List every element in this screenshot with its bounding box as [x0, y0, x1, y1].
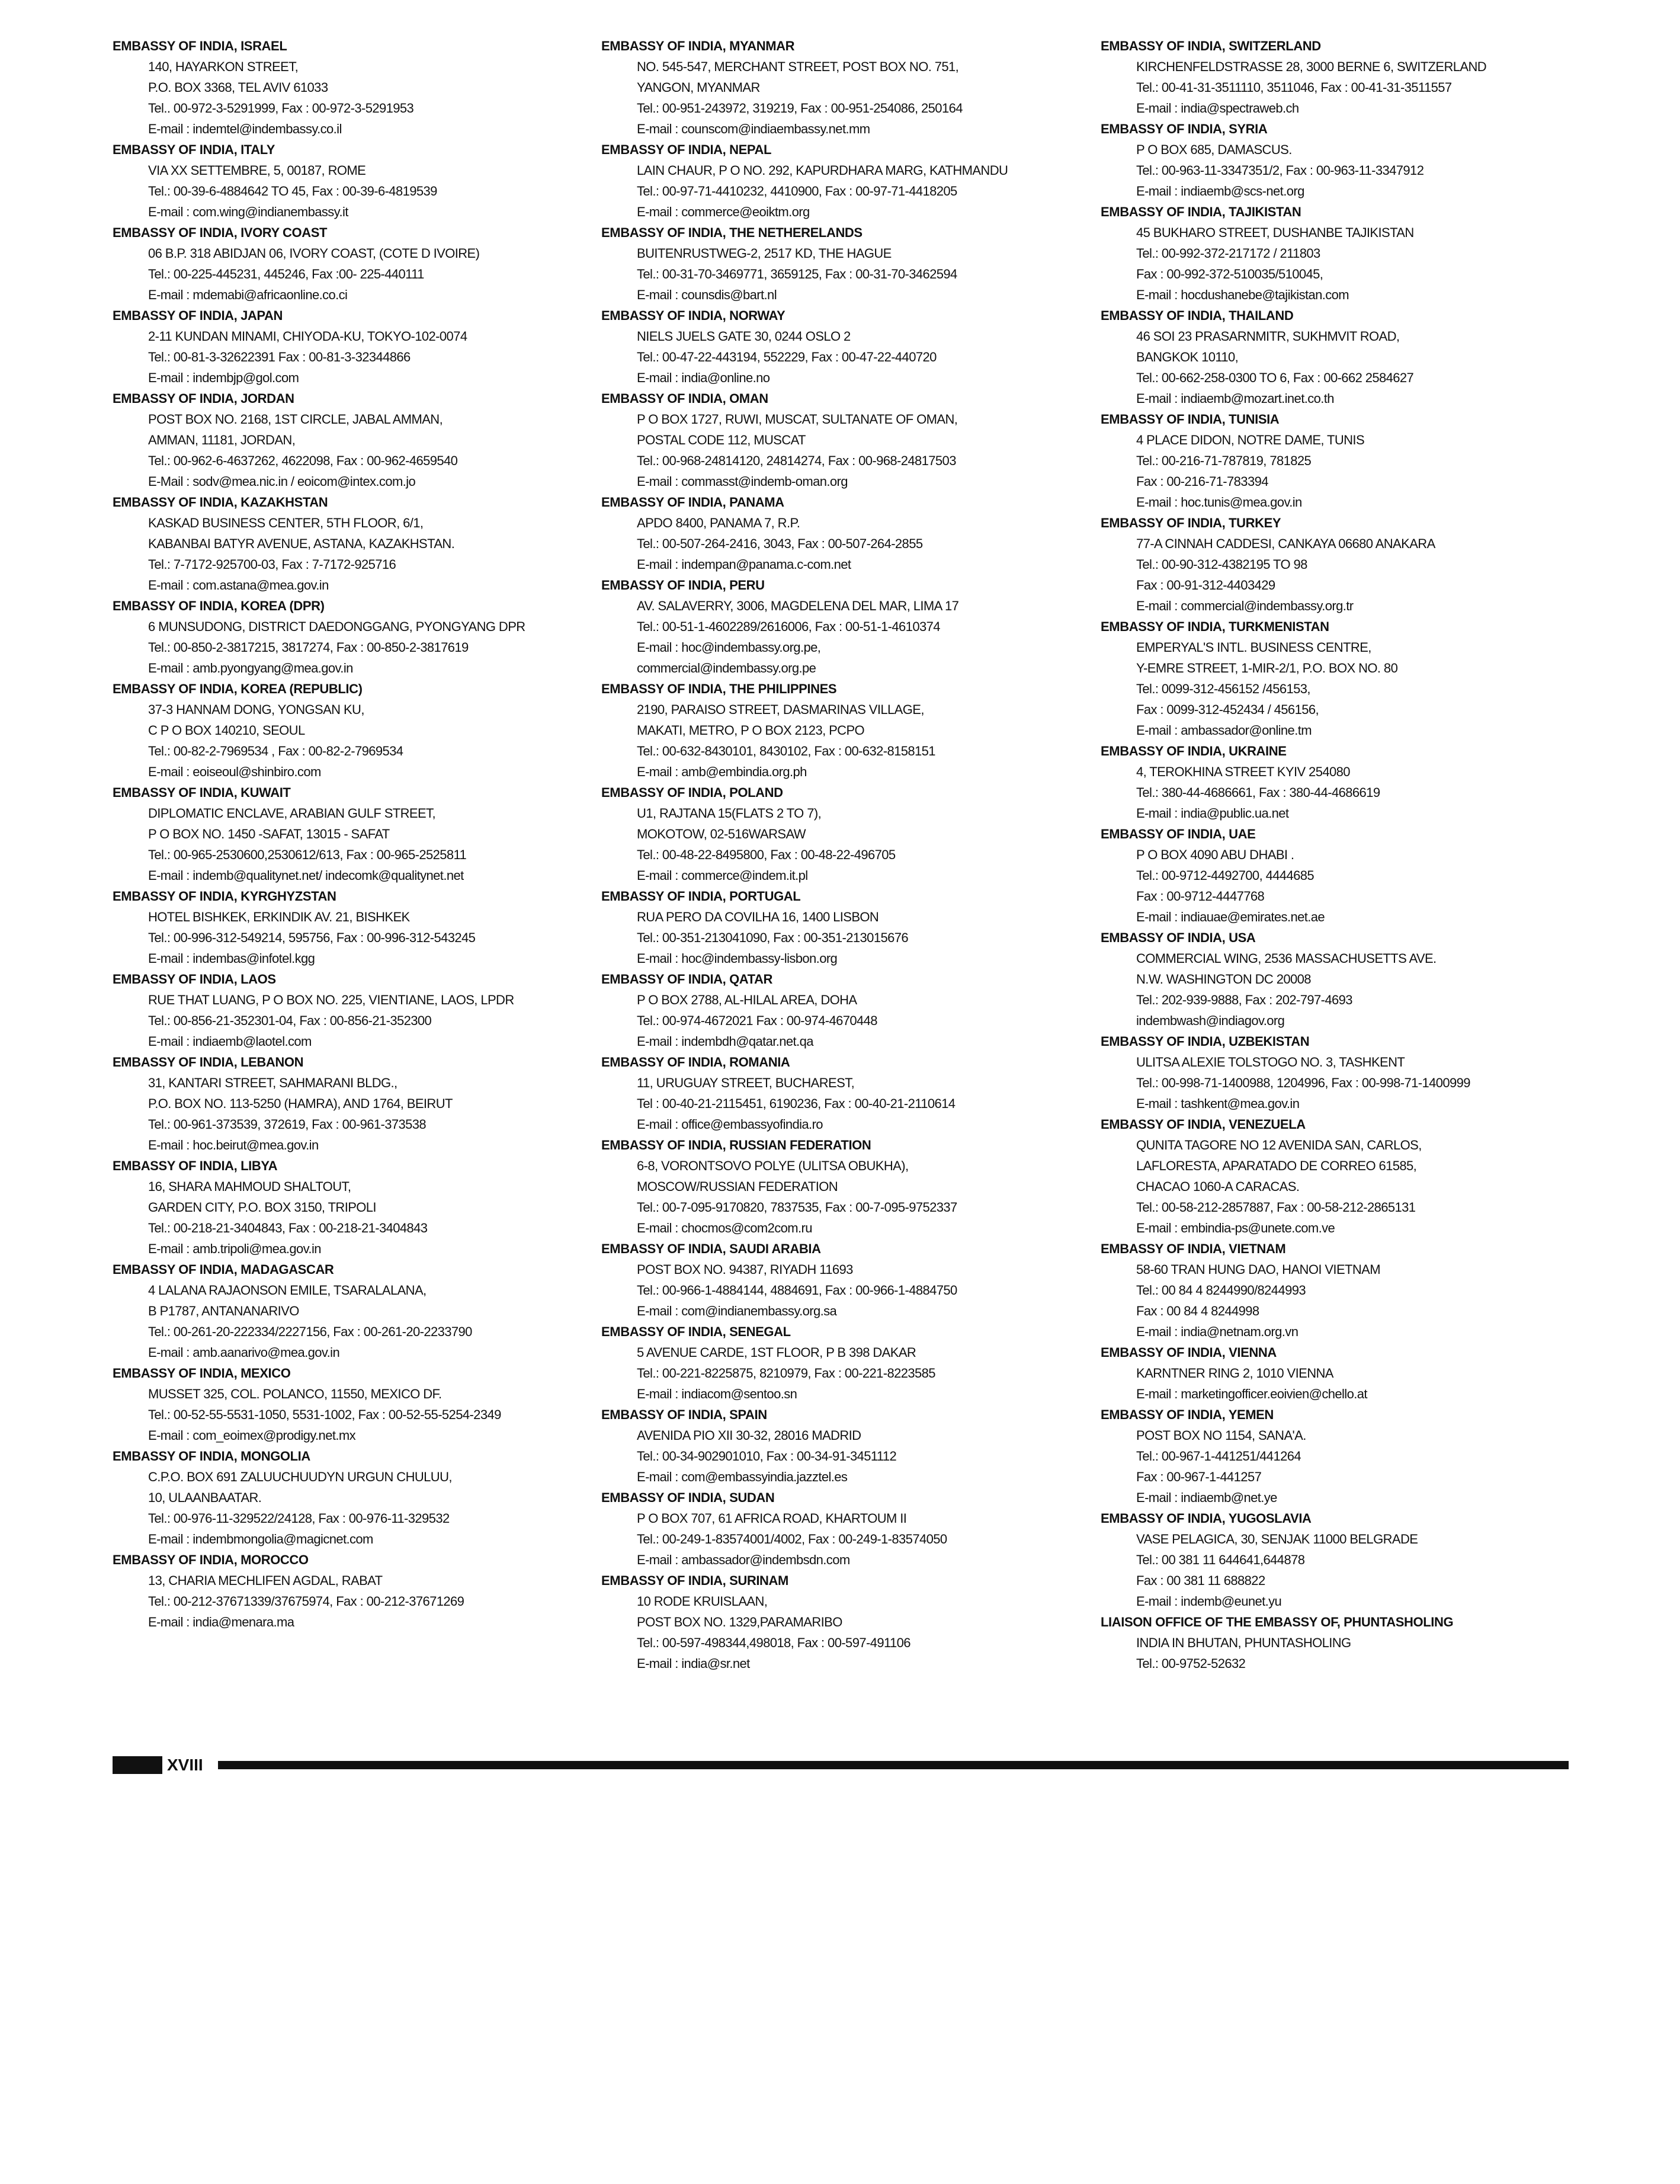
embassy-entry-line: E-mail : india@online.no [637, 370, 770, 385]
embassy-entry [113, 1155, 586, 1259]
embassy-entry-line: Tel.: 00-39-6-4884642 TO 45, Fax : 00-39-6-4819539 [148, 184, 437, 198]
embassy-entry-line: Tel.: 00-351-213041090, Fax : 00-351-213015676 [637, 930, 908, 945]
embassy-entry-line: Tel.: 00-963-11-3347351/2, Fax : 00-963-11-3347912 [1136, 163, 1424, 178]
embassy-entry-line: Tel.: 00-967-1-441251/441264 [1136, 1449, 1301, 1464]
embassy-entry-line: KARNTNER RING 2, 1010 VIENNA [1136, 1366, 1333, 1381]
embassy-entry [1101, 201, 1575, 305]
embassy-entry-title: EMBASSY OF INDIA, NEPAL [601, 142, 772, 157]
embassy-entry-line: E-mail : tashkent@mea.gov.in [1136, 1096, 1300, 1111]
embassy-entry-title: EMBASSY OF INDIA, PANAMA [601, 495, 784, 510]
embassy-entry-line: E-mail : indemb@eunet.yu [1136, 1594, 1282, 1609]
embassy-entry-line: Fax : 0099-312-452434 / 456156, [1136, 702, 1319, 717]
embassy-entry-line: E-mail : commasst@indemb-oman.org [637, 474, 848, 489]
embassy-entry-line: QUNITA TAGORE NO 12 AVENIDA SAN, CARLOS, [1136, 1138, 1422, 1152]
embassy-entry [601, 1052, 1075, 1135]
embassy-entry-line: Tel.: 00-507-264-2416, 3043, Fax : 00-507-264-2855 [637, 536, 923, 551]
embassy-entry-line: APDO 8400, PANAMA 7, R.P. [637, 515, 800, 530]
embassy-entry-title: EMBASSY OF INDIA, OMAN [601, 391, 768, 406]
embassy-entry-title: EMBASSY OF INDIA, NORWAY [601, 308, 786, 323]
embassy-entry [601, 678, 1075, 782]
embassy-entry-title: EMBASSY OF INDIA, THE PHILIPPINES [601, 681, 837, 696]
embassy-entry [1101, 741, 1575, 824]
embassy-entry-title: EMBASSY OF INDIA, SWITZERLAND [1101, 39, 1321, 53]
embassy-entry-line: E-mail : indempan@panama.c-com.net [637, 557, 851, 572]
embassy-entry-line: VIA XX SETTEMBRE, 5, 00187, ROME [148, 163, 366, 178]
embassy-entry-line: KASKAD BUSINESS CENTER, 5TH FLOOR, 6/1, [148, 515, 424, 530]
embassy-entry-line: Y-EMRE STREET, 1-MIR-2/1, P.O. BOX NO. 80 [1136, 661, 1398, 675]
embassy-entry-line: Tel.: 00-961-373539, 372619, Fax : 00-961-373538 [148, 1117, 427, 1132]
embassy-entry [601, 492, 1075, 575]
embassy-entry-title: EMBASSY OF INDIA, THAILAND [1101, 308, 1294, 323]
embassy-entry-line: CHACAO 1060-A CARACAS. [1136, 1179, 1300, 1194]
embassy-entry [1101, 1342, 1575, 1404]
embassy-entry [1101, 1612, 1575, 1674]
embassy-entry-line: Tel.: 00-856-21-352301-04, Fax : 00-856-21-352300 [148, 1013, 432, 1028]
page-number: XVIII [167, 1756, 203, 1774]
embassy-entry-line: E-mail : india@netnam.org.vn [1136, 1324, 1299, 1339]
embassy-entry-title: EMBASSY OF INDIA, VENEZUELA [1101, 1117, 1306, 1132]
embassy-entry-line: Tel.: 00-81-3-32622391 Fax : 00-81-3-32344866 [148, 350, 411, 364]
embassy-entry-title: EMBASSY OF INDIA, LIBYA [113, 1158, 278, 1173]
embassy-entry-line: E-mail : india@menara.ma [148, 1615, 294, 1629]
embassy-entry-line: indembwash@indiagov.org [1136, 1013, 1285, 1028]
embassy-entry [601, 1487, 1075, 1570]
embassy-entry-line: E-mail : eoiseoul@shinbiro.com [148, 764, 321, 779]
embassy-entry-line: Tel.. 00-972-3-5291999, Fax : 00-972-3-5291953 [148, 101, 414, 116]
embassy-entry [1101, 616, 1575, 741]
embassy-entry [601, 1135, 1075, 1238]
embassy-entry-line: Fax : 00-91-312-4403429 [1136, 578, 1275, 593]
embassy-entry-line: AV. SALAVERRY, 3006, MAGDELENA DEL MAR, LIMA 17 [637, 598, 959, 613]
embassy-entry-line: 4, TEROKHINA STREET KYIV 254080 [1136, 764, 1350, 779]
embassy-entry-line: Tel.: 00-966-1-4884144, 4884691, Fax : 00-966-1-4884750 [637, 1283, 957, 1298]
embassy-entry-line: Tel.: 00-962-6-4637262, 4622098, Fax : 00-962-4659540 [148, 453, 458, 468]
embassy-entry-line: KABANBAI BATYR AVENUE, ASTANA, KAZAKHSTAN. [148, 536, 455, 551]
embassy-entry-line: Tel.: 00-225-445231, 445246, Fax :00- 225-440111 [148, 267, 424, 281]
embassy-entry-line: E-mail : ambassador@indembsdn.com [637, 1552, 850, 1567]
embassy-entry-line: Tel.: 00-850-2-3817215, 3817274, Fax : 00-850-2-3817619 [148, 640, 469, 655]
embassy-entry-line: E-mail : counscom@indiaembassy.net.mm [637, 121, 870, 136]
embassy-entry-title: EMBASSY OF INDIA, PORTUGAL [601, 889, 801, 904]
embassy-entry-line: Tel.: 00-974-4672021 Fax : 00-974-4670448 [637, 1013, 877, 1028]
embassy-entry-line: LAFLORESTA, APARATADO DE CORREO 61585, [1136, 1158, 1417, 1173]
footer-marker-block [113, 1756, 162, 1774]
embassy-entry-line: Fax : 00-992-372-510035/510045, [1136, 267, 1323, 281]
embassy-entry-line: NO. 545-547, MERCHANT STREET, POST BOX NO. 751, [637, 59, 959, 74]
embassy-entry-line: Tel.: 00-632-8430101, 8430102, Fax : 00-632-8158151 [637, 744, 935, 758]
embassy-entry-line: E-mail : indiacom@sentoo.sn [637, 1386, 797, 1401]
embassy-entry-line: E-mail : ambassador@online.tm [1136, 723, 1312, 738]
embassy-entry-line: Tel.: 00-992-372-217172 / 211803 [1136, 246, 1320, 261]
embassy-entry [1101, 1404, 1575, 1508]
embassy-entry-line: E-mail : hoc@indembassy.org.pe, [637, 640, 821, 655]
embassy-entry-line: Tel.: 7-7172-925700-03, Fax : 7-7172-925716 [148, 557, 396, 572]
embassy-entry-line: Tel.: 00-212-37671339/37675974, Fax : 00-212-37671269 [148, 1594, 464, 1609]
embassy-entry-line: E-mail : office@embassyofindia.ro [637, 1117, 823, 1132]
embassy-entry-line: RUE THAT LUANG, P O BOX NO. 225, VIENTIANE, LAOS, LPDR [148, 992, 514, 1007]
embassy-entry-line: Tel.: 202-939-9888, Fax : 202-797-4693 [1136, 992, 1352, 1007]
embassy-entry [1101, 119, 1575, 201]
embassy-entry-line: E-mail : amb.pyongyang@mea.gov.in [148, 661, 353, 675]
embassy-entry-line: Tel.: 00-221-8225875, 8210979, Fax : 00-221-8223585 [637, 1366, 935, 1381]
embassy-entry-title: EMBASSY OF INDIA, MEXICO [113, 1366, 291, 1381]
embassy-entry [601, 139, 1075, 222]
embassy-entry-line: POST BOX NO. 94387, RIYADH 11693 [637, 1262, 853, 1277]
embassy-entry-line: E-mail : com@embassyindia.jazztel.es [637, 1469, 848, 1484]
embassy-entry [113, 388, 586, 492]
embassy-entry-line: E-mail : counsdis@bart.nl [637, 287, 777, 302]
embassy-entry [1101, 409, 1575, 513]
embassy-entry-title: EMBASSY OF INDIA, PERU [601, 578, 765, 593]
footer-rule [218, 1761, 1569, 1769]
embassy-entry-line: P.O. BOX NO. 113-5250 (HAMRA), AND 1764, BEIRUT [148, 1096, 453, 1111]
embassy-entry-line: Fax : 00-967-1-441257 [1136, 1469, 1262, 1484]
embassy-entry-line: E-mail : india@public.ua.net [1136, 806, 1289, 821]
embassy-entry-line: COMMERCIAL WING, 2536 MASSACHUSETTS AVE. [1136, 951, 1437, 966]
embassy-entry-line: DIPLOMATIC ENCLAVE, ARABIAN GULF STREET, [148, 806, 435, 821]
embassy-entry-line: E-mail : indembjp@gol.com [148, 370, 299, 385]
embassy-entry-line: E-mail : amb@embindia.org.ph [637, 764, 807, 779]
embassy-entry-line: Tel.: 00-996-312-549214, 595756, Fax : 00-996-312-543245 [148, 930, 476, 945]
embassy-entry-line: E-mail : hocdushanebe@tajikistan.com [1136, 287, 1349, 302]
embassy-entry-line: E-mail : com@indianembassy.org.sa [637, 1304, 837, 1318]
embassy-entry-line: Tel.: 00-58-212-2857887, Fax : 00-58-212-2865131 [1136, 1200, 1416, 1215]
directory-column-3 [1101, 36, 1575, 1674]
embassy-entry-line: Tel.: 00 381 11 644641,644878 [1136, 1552, 1305, 1567]
embassy-entry-title: EMBASSY OF INDIA, UZBEKISTAN [1101, 1034, 1310, 1049]
embassy-entry-line: HOTEL BISHKEK, ERKINDIK AV. 21, BISHKEK [148, 910, 410, 924]
embassy-entry-line: E-mail : commerce@eoiktm.org [637, 204, 810, 219]
embassy-entry-line: Tel.: 00-34-902901010, Fax : 00-34-91-3451112 [637, 1449, 897, 1464]
embassy-entry-line: POST BOX NO. 2168, 1ST CIRCLE, JABAL AMMAN, [148, 412, 443, 427]
embassy-entry-line: Tel.: 00 84 4 8244990/8244993 [1136, 1283, 1306, 1298]
embassy-entry-line: MOKOTOW, 02-516WARSAW [637, 827, 806, 841]
embassy-entry-line: 13, CHARIA MECHLIFEN AGDAL, RABAT [148, 1573, 383, 1588]
embassy-entry-title: EMBASSY OF INDIA, ROMANIA [601, 1055, 790, 1069]
embassy-entry [601, 305, 1075, 388]
embassy-entry-line: BANGKOK 10110, [1136, 350, 1239, 364]
embassy-entry-line: BUITENRUSTWEG-2, 2517 KD, THE HAGUE [637, 246, 892, 261]
embassy-entry-line: 140, HAYARKON STREET, [148, 59, 299, 74]
embassy-entry-title: EMBASSY OF INDIA, SYRIA [1101, 121, 1268, 136]
embassy-entry-line: E-mail : india@sr.net [637, 1656, 750, 1671]
embassy-entry-line: 2-11 KUNDAN MINAMI, CHIYODA-KU, TOKYO-102-0074 [148, 329, 467, 344]
embassy-entry [1101, 36, 1575, 119]
embassy-entry-line: C.P.O. BOX 691 ZALUUCHUUDYN URGUN CHULUU, [148, 1469, 452, 1484]
embassy-entry-line: P.O. BOX 3368, TEL AVIV 61033 [148, 80, 328, 95]
embassy-entry-line: Tel.: 00-47-22-443194, 552229, Fax : 00-47-22-440720 [637, 350, 937, 364]
embassy-entry-title: EMBASSY OF INDIA, RUSSIAN FEDERATION [601, 1138, 871, 1152]
embassy-entry-line: 37-3 HANNAM DONG, YONGSAN KU, [148, 702, 364, 717]
embassy-entry [113, 595, 586, 678]
embassy-entry-line: Tel.: 00-52-55-5531-1050, 5531-1002, Fax : 00-52-55-5254-2349 [148, 1407, 501, 1422]
embassy-entry-line: Tel.: 00-9752-52632 [1136, 1656, 1246, 1671]
embassy-entry-line: E-mail : hoc.tunis@mea.gov.in [1136, 495, 1302, 510]
embassy-entry [1101, 513, 1575, 616]
embassy-entry-title: EMBASSY OF INDIA, YUGOSLAVIA [1101, 1511, 1312, 1526]
embassy-entry-line: NIELS JUELS GATE 30, 0244 OSLO 2 [637, 329, 851, 344]
embassy-entry-line: E-mail : mdemabi@africaonline.co.ci [148, 287, 348, 302]
embassy-entry-line: Tel.: 00-965-2530600,2530612/613, Fax : 00-965-2525811 [148, 847, 467, 862]
embassy-entry-title: EMBASSY OF INDIA, SENEGAL [601, 1324, 791, 1339]
embassy-entry [113, 305, 586, 388]
embassy-entry-line: Tel.: 380-44-4686661, Fax : 380-44-4686619 [1136, 785, 1380, 800]
embassy-entry-line: POST BOX NO 1154, SANA'A. [1136, 1428, 1306, 1443]
embassy-entry [601, 36, 1075, 139]
embassy-entry-title: EMBASSY OF INDIA, VIENNA [1101, 1345, 1277, 1360]
embassy-entry-line: AMMAN, 11181, JORDAN, [148, 433, 296, 447]
embassy-entry [601, 1570, 1075, 1674]
embassy-entry-title: EMBASSY OF INDIA, UAE [1101, 827, 1256, 841]
embassy-entry [113, 1446, 586, 1549]
embassy-entry-line: YANGON, MYANMAR [637, 80, 760, 95]
embassy-entry [113, 1549, 586, 1632]
embassy-entry [601, 1321, 1075, 1404]
embassy-entry-line: 6 MUNSUDONG, DISTRICT DAEDONGGANG, PYONGYANG DPR [148, 619, 525, 634]
directory-column-2 [601, 36, 1075, 1674]
embassy-entry-line: ULITSA ALEXIE TOLSTOGO NO. 3, TASHKENT [1136, 1055, 1405, 1069]
embassy-entry-title: EMBASSY OF INDIA, MADAGASCAR [113, 1262, 334, 1277]
embassy-entry-title: EMBASSY OF INDIA, JORDAN [113, 391, 294, 406]
embassy-entry-title: EMBASSY OF INDIA, KOREA (REPUBLIC) [113, 681, 363, 696]
embassy-entry [113, 36, 586, 139]
embassy-entry-line: Tel.: 00-31-70-3469771, 3659125, Fax : 00-31-70-3462594 [637, 267, 957, 281]
embassy-entry-line: 10 RODE KRUISLAAN, [637, 1594, 768, 1609]
embassy-entry-line: E-mail : indemb@qualitynet.net/ indecomk@qualitynet.net [148, 868, 464, 883]
embassy-entry-line: 4 LALANA RAJAONSON EMILE, TSARALALANA, [148, 1283, 427, 1298]
embassy-entry-line: POSTAL CODE 112, MUSCAT [637, 433, 806, 447]
embassy-entry-title: EMBASSY OF INDIA, SURINAM [601, 1573, 788, 1588]
embassy-entry-title: EMBASSY OF INDIA, KYRGHYZSTAN [113, 889, 336, 904]
embassy-entry-line: E-mail : indiaemb@scs-net.org [1136, 184, 1304, 198]
embassy-entry-line: E-mail : indiauae@emirates.net.ae [1136, 910, 1325, 924]
embassy-entry [601, 575, 1075, 678]
embassy-entry-line: Tel.: 00-82-2-7969534 , Fax : 00-82-2-7969534 [148, 744, 403, 758]
embassy-entry [113, 1259, 586, 1363]
embassy-entry-line: RUA PERO DA COVILHA 16, 1400 LISBON [637, 910, 879, 924]
embassy-entry [1101, 1508, 1575, 1612]
embassy-entry-title: EMBASSY OF INDIA, LEBANON [113, 1055, 304, 1069]
embassy-entry-title: EMBASSY OF INDIA, USA [1101, 930, 1256, 945]
embassy-entry-title: EMBASSY OF INDIA, THE NETHERELANDS [601, 225, 863, 240]
embassy-entry-title: EMBASSY OF INDIA, POLAND [601, 785, 783, 800]
embassy-entry [1101, 1114, 1575, 1238]
embassy-entry-title: EMBASSY OF INDIA, QATAR [601, 972, 773, 987]
embassy-entry-line: Tel.: 0099-312-456152 /456153, [1136, 681, 1310, 696]
embassy-entry-line: 5 AVENUE CARDE, 1ST FLOOR, P B 398 DAKAR [637, 1345, 916, 1360]
embassy-entry-line: 46 SOI 23 PRASARNMITR, SUKHMVIT ROAD, [1136, 329, 1400, 344]
embassy-entry-line: B P1787, ANTANANARIVO [148, 1304, 299, 1318]
embassy-entry-line: Tel.: 00-597-498344,498018, Fax : 00-597-491106 [637, 1635, 910, 1650]
embassy-entry-line: 45 BUKHARO STREET, DUSHANBE TAJIKISTAN [1136, 225, 1414, 240]
embassy-entry-line: Fax : 00-9712-4447768 [1136, 889, 1265, 904]
embassy-entry-line: E-mail : com_eoimex@prodigy.net.mx [148, 1428, 355, 1443]
embassy-entry-title: EMBASSY OF INDIA, TAJIKISTAN [1101, 204, 1301, 219]
embassy-entry-title: EMBASSY OF INDIA, SAUDI ARABIA [601, 1241, 821, 1256]
embassy-entry-line: E-mail : india@spectraweb.ch [1136, 101, 1299, 116]
embassy-entry-title: LIAISON OFFICE OF THE EMBASSY OF, PHUNTASHOLING [1101, 1615, 1454, 1629]
embassy-entry-line: E-mail : indembdh@qatar.net.qa [637, 1034, 813, 1049]
embassy-entry-line: 31, KANTARI STREET, SAHMARANI BLDG., [148, 1075, 397, 1090]
embassy-entry-title: EMBASSY OF INDIA, UKRAINE [1101, 744, 1287, 758]
embassy-entry [601, 1238, 1075, 1321]
embassy-entry-line: 58-60 TRAN HUNG DAO, HANOI VIETNAM [1136, 1262, 1380, 1277]
embassy-entry-title: EMBASSY OF INDIA, TUNISIA [1101, 412, 1280, 427]
embassy-entry-line: MOSCOW/RUSSIAN FEDERATION [637, 1179, 838, 1194]
embassy-entry-line: LAIN CHAUR, P O NO. 292, KAPURDHARA MARG, KATHMANDU [637, 163, 1008, 178]
embassy-entry [601, 886, 1075, 969]
embassy-entry-line: Tel.: 00-41-31-3511110, 3511046, Fax : 00-41-31-3511557 [1136, 80, 1452, 95]
embassy-entry [113, 1052, 586, 1155]
embassy-entry-title: EMBASSY OF INDIA, KOREA (DPR) [113, 598, 325, 613]
embassy-entry-line: Tel.: 00-662-258-0300 TO 6, Fax : 00-662 2584627 [1136, 370, 1414, 385]
embassy-entry-line: E-mail : com.astana@mea.gov.in [148, 578, 329, 593]
embassy-entry [1101, 927, 1575, 1031]
embassy-entry-line: Tel.: 00-951-243972, 319219, Fax : 00-951-254086, 250164 [637, 101, 963, 116]
embassy-entry-line: E-mail : commercial@indembassy.org.tr [1136, 598, 1354, 613]
embassy-entry-line: Tel.: 00-998-71-1400988, 1204996, Fax : 00-998-71-1400999 [1136, 1075, 1470, 1090]
embassy-entry-line: 06 B.P. 318 ABIDJAN 06, IVORY COAST, (COTE D IVOIRE) [148, 246, 480, 261]
embassy-entry-line: Tel.: 00-216-71-787819, 781825 [1136, 453, 1312, 468]
embassy-entry-line: Fax : 00 381 11 688822 [1136, 1573, 1265, 1588]
embassy-entry [113, 886, 586, 969]
embassy-entry [601, 969, 1075, 1052]
embassy-entry-line: P O BOX 4090 ABU DHABI . [1136, 847, 1294, 862]
embassy-entry-line: Tel.: 00-48-22-8495800, Fax : 00-48-22-496705 [637, 847, 896, 862]
embassy-entry-line: commercial@indembassy.org.pe [637, 661, 816, 675]
embassy-entry [601, 782, 1075, 886]
embassy-entry-line: E-mail : hoc.beirut@mea.gov.in [148, 1138, 319, 1152]
embassy-entry-line: E-mail : indembmongolia@magicnet.com [148, 1532, 373, 1546]
embassy-entry-line: INDIA IN BHUTAN, PHUNTASHOLING [1136, 1635, 1351, 1650]
embassy-entry [601, 1404, 1075, 1487]
embassy-entry-line: E-mail : hoc@indembassy-lisbon.org [637, 951, 838, 966]
embassy-entry-line: P O BOX NO. 1450 -SAFAT, 13015 - SAFAT [148, 827, 390, 841]
embassy-entry-title: EMBASSY OF INDIA, MONGOLIA [113, 1449, 310, 1464]
embassy-entry-line: GARDEN CITY, P.O. BOX 3150, TRIPOLI [148, 1200, 376, 1215]
embassy-entry-line: EMPERYAL'S INTL. BUSINESS CENTRE, [1136, 640, 1371, 655]
embassy-entry [113, 1363, 586, 1446]
embassy-entry-title: EMBASSY OF INDIA, TURKEY [1101, 515, 1281, 530]
embassy-entry-line: Tel.: 00-51-1-4602289/2616006, Fax : 00-51-1-4610374 [637, 619, 940, 634]
embassy-entry-line: MUSSET 325, COL. POLANCO, 11550, MEXICO DF. [148, 1386, 442, 1401]
embassy-entry-title: EMBASSY OF INDIA, MYANMAR [601, 39, 795, 53]
embassy-entry-line: P O BOX 685, DAMASCUS. [1136, 142, 1292, 157]
embassy-entry-line: E-mail : amb.tripoli@mea.gov.in [148, 1241, 321, 1256]
embassy-entry-title: EMBASSY OF INDIA, KUWAIT [113, 785, 291, 800]
embassy-entry-line: C P O BOX 140210, SEOUL [148, 723, 305, 738]
embassy-entry [113, 139, 586, 222]
page-footer [113, 1756, 1569, 1778]
embassy-entry-line: E-mail : amb.aanarivo@mea.gov.in [148, 1345, 340, 1360]
embassy-entry-line: AVENIDA PIO XII 30-32, 28016 MADRID [637, 1428, 861, 1443]
embassy-entry [1101, 824, 1575, 927]
embassy-entry-title: EMBASSY OF INDIA, SPAIN [601, 1407, 767, 1422]
embassy-entry-line: 16, SHARA MAHMOUD SHALTOUT, [148, 1179, 351, 1194]
embassy-entry-line: 2190, PARAISO STREET, DASMARINAS VILLAGE, [637, 702, 924, 717]
embassy-entry-line: 77-A CINNAH CADDESI, CANKAYA 06680 ANAKARA [1136, 536, 1435, 551]
embassy-entry-line: Tel.: 00-7-095-9170820, 7837535, Fax : 00-7-095-9752337 [637, 1200, 957, 1215]
embassy-entry-line: Tel.: 00-218-21-3404843, Fax : 00-218-21-3404843 [148, 1221, 428, 1235]
embassy-entry-line: 4 PLACE DIDON, NOTRE DAME, TUNIS [1136, 433, 1365, 447]
embassy-entry-line: Tel.: 00-261-20-222334/2227156, Fax : 00-261-20-2233790 [148, 1324, 472, 1339]
embassy-entry-line: E-mail : marketingofficer.eoivien@chello.at [1136, 1386, 1367, 1401]
embassy-entry-title: EMBASSY OF INDIA, ISRAEL [113, 39, 287, 53]
embassy-entry-line: E-mail : indiaemb@laotel.com [148, 1034, 312, 1049]
embassy-entry [601, 222, 1075, 305]
embassy-entry-line: VASE PELAGICA, 30, SENJAK 11000 BELGRADE [1136, 1532, 1418, 1546]
embassy-entry [113, 969, 586, 1052]
embassy-entry-line: Tel.: 00-249-1-83574001/4002, Fax : 00-249-1-83574050 [637, 1532, 947, 1546]
embassy-entry-line: Tel.: 00-90-312-4382195 TO 98 [1136, 557, 1307, 572]
embassy-entry-line: MAKATI, METRO, P O BOX 2123, PCPO [637, 723, 865, 738]
embassy-entry [113, 678, 586, 782]
embassy-entry-line: POST BOX NO. 1329,PARAMARIBO [637, 1615, 842, 1629]
embassy-entry-line: U1, RAJTANA 15(FLATS 2 TO 7), [637, 806, 822, 821]
embassy-entry [1101, 305, 1575, 409]
embassy-entry-line: KIRCHENFELDSTRASSE 28, 3000 BERNE 6, SWITZERLAND [1136, 59, 1487, 74]
embassy-entry-line: Tel.: 00-97-71-4410232, 4410900, Fax : 00-97-71-4418205 [637, 184, 957, 198]
directory-column-1 [113, 36, 586, 1632]
embassy-entry-line: P O BOX 2788, AL-HILAL AREA, DOHA [637, 992, 857, 1007]
embassy-entry [601, 388, 1075, 492]
embassy-entry-title: EMBASSY OF INDIA, MOROCCO [113, 1552, 309, 1567]
embassy-entry-line: E-mail : indemtel@indembassy.co.il [148, 121, 342, 136]
embassy-entry-line: E-mail : chocmos@com2com.ru [637, 1221, 812, 1235]
embassy-entry [113, 782, 586, 886]
embassy-entry-line: E-mail : embindia-ps@unete.com.ve [1136, 1221, 1335, 1235]
embassy-entry-line: Tel.: 00-968-24814120, 24814274, Fax : 00-968-24817503 [637, 453, 956, 468]
embassy-entry-line: Tel.: 00-976-11-329522/24128, Fax : 00-976-11-329532 [148, 1511, 450, 1526]
embassy-entry-title: EMBASSY OF INDIA, LAOS [113, 972, 276, 987]
embassy-entry-line: Tel : 00-40-21-2115451, 6190236, Fax : 00-40-21-2110614 [637, 1096, 956, 1111]
embassy-entry-line: 10, ULAANBAATAR. [148, 1490, 262, 1505]
embassy-entry-line: E-Mail : sodv@mea.nic.in / eoicom@intex.com.jo [148, 474, 416, 489]
embassy-entry-title: EMBASSY OF INDIA, VIETNAM [1101, 1241, 1286, 1256]
embassy-entry-line: N.W. WASHINGTON DC 20008 [1136, 972, 1311, 987]
embassy-entry [113, 222, 586, 305]
embassy-entry-line: Fax : 00 84 4 8244998 [1136, 1304, 1259, 1318]
embassy-entry-line: E-mail : indiaemb@mozart.inet.co.th [1136, 391, 1334, 406]
embassy-entry [113, 492, 586, 595]
embassy-entry [1101, 1031, 1575, 1114]
embassy-entry-title: EMBASSY OF INDIA, JAPAN [113, 308, 283, 323]
embassy-entry-line: E-mail : commerce@indem.it.pl [637, 868, 808, 883]
embassy-entry-title: EMBASSY OF INDIA, SUDAN [601, 1490, 775, 1505]
embassy-entry-line: P O BOX 1727, RUWI, MUSCAT, SULTANATE OF OMAN, [637, 412, 958, 427]
embassy-entry [1101, 1238, 1575, 1342]
embassy-entry-line: 6-8, VORONTSOVO POLYE (ULITSA OBUKHA), [637, 1158, 909, 1173]
embassy-entry-line: E-mail : com.wing@indianembassy.it [148, 204, 348, 219]
embassy-entry-title: EMBASSY OF INDIA, ITALY [113, 142, 275, 157]
embassy-entry-line: Fax : 00-216-71-783394 [1136, 474, 1268, 489]
embassy-entry-title: EMBASSY OF INDIA, IVORY COAST [113, 225, 328, 240]
embassy-entry-line: E-mail : indembas@infotel.kgg [148, 951, 315, 966]
embassy-entry-title: EMBASSY OF INDIA, YEMEN [1101, 1407, 1274, 1422]
embassy-entry-line: 11, URUGUAY STREET, BUCHAREST, [637, 1075, 855, 1090]
embassy-entry-line: E-mail : indiaemb@net.ye [1136, 1490, 1277, 1505]
embassy-entry-title: EMBASSY OF INDIA, KAZAKHSTAN [113, 495, 328, 510]
embassy-entry-title: EMBASSY OF INDIA, TURKMENISTAN [1101, 619, 1329, 634]
embassy-entry-line: Tel.: 00-9712-4492700, 4444685 [1136, 868, 1314, 883]
embassy-entry-line: P O BOX 707, 61 AFRICA ROAD, KHARTOUM II [637, 1511, 907, 1526]
